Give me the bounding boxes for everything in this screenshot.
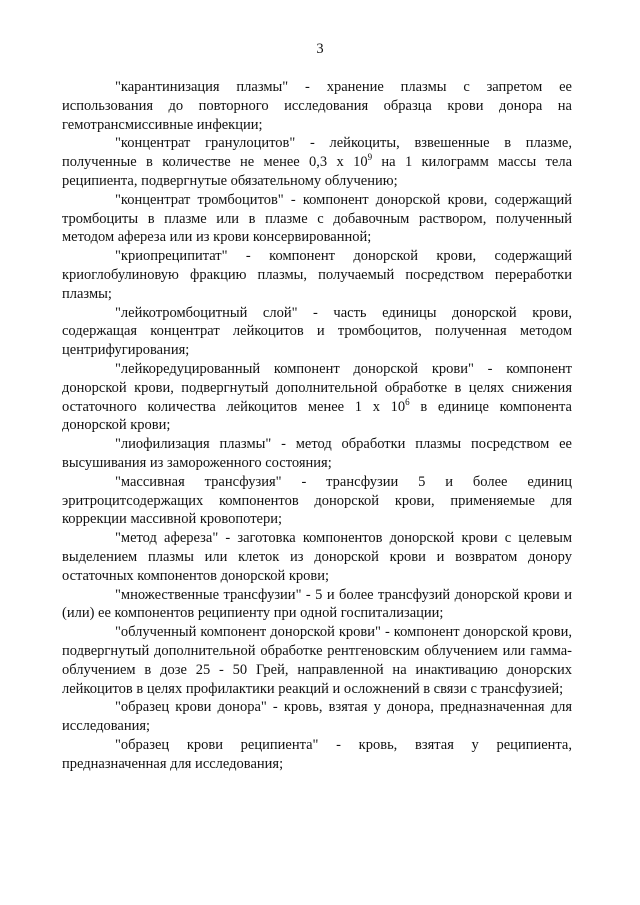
page-number: 3 xyxy=(316,41,324,57)
definition-paragraph: "карантинизация плазмы" - хранение плазмы с запретом ее использования до повторного исследования образца крови донора на гемотрансмиссивные инфекции; xyxy=(62,79,572,133)
superscript-exponent: 9 xyxy=(367,152,373,163)
definition-paragraph: "облученный компонент донорской крови" - компонент донорской крови, подвергнутый дополнительной обработке рентгеновским облучением или гамма-облучением в дозе 25 - 50 Грей, направленной на инактивацию донорских лейкоцитов в целях профилактики реакций и осложнений в связи с трансфузией; xyxy=(62,624,572,697)
definition-paragraph: "множественные трансфузии" - 5 и более трансфузий донорской крови и (или) ее компонентов реципиенту при одной госпитализации; xyxy=(62,586,572,622)
paragraph-text: в единице компонента донорской крови; xyxy=(62,398,572,434)
document-body xyxy=(62,78,572,773)
definition-paragraph: "лейкотромбоцитный слой" - часть единицы донорской крови, содержащая концентрат лейкоцитов и тромбоцитов, полученная методом центрифугирования; xyxy=(62,304,572,359)
definition-paragraph: "концентрат тромбоцитов" - компонент донорской крови, содержащий тромбоциты в плазме или в плазме с добавочным раствором, полученный методом афереза или из крови консервированной; xyxy=(62,191,572,246)
definition-paragraph: "образец крови донора" - кровь, взятая у донора, предназначенная для исследования; xyxy=(62,699,572,735)
definition-paragraph xyxy=(62,360,572,435)
definition-paragraph: "образец крови реципиента" - кровь, взятая у реципиента, предназначенная для исследования; xyxy=(62,736,572,772)
paragraph-text: на 1 килограмм массы тела реципиента, подвергнутые обязательному облучению; xyxy=(62,154,573,189)
paragraph-text: "концентрат гранулоцитов" - лейкоциты, взвешенные в плазме, полученные в количестве не менее 0,3 х 10 xyxy=(62,135,572,171)
definition-paragraph xyxy=(62,134,572,190)
superscript-exponent: 6 xyxy=(405,396,410,407)
definition-paragraph: "лиофилизация плазмы" - метод обработки плазмы посредством ее высушивания из замороженного состояния; xyxy=(62,436,572,471)
definition-paragraph: "метод афереза" - заготовка компонентов донорской крови с целевым выделением плазмы или клеток из донорской крови и возвратом донору остаточных компонентов донорской крови; xyxy=(62,530,572,584)
definition-paragraph: "массивная трансфузия" - трансфузии 5 и более единиц эритроцитсодержащих компонентов донорской крови, применяемые для коррекции массивной кровопотери; xyxy=(62,473,572,528)
definition-paragraph: "криопреципитат" - компонент донорской крови, содержащий криоглобулиновую фракцию плазмы, получаемый посредством переработки плазмы; xyxy=(62,248,572,302)
paragraph-text: "лейкоредуцированный компонент донорской крови" - компонент донорской крови, подвергнутый дополнительной обработке в целях снижения остаточного количества лейкоцитов менее 1 х 10 xyxy=(62,360,572,415)
